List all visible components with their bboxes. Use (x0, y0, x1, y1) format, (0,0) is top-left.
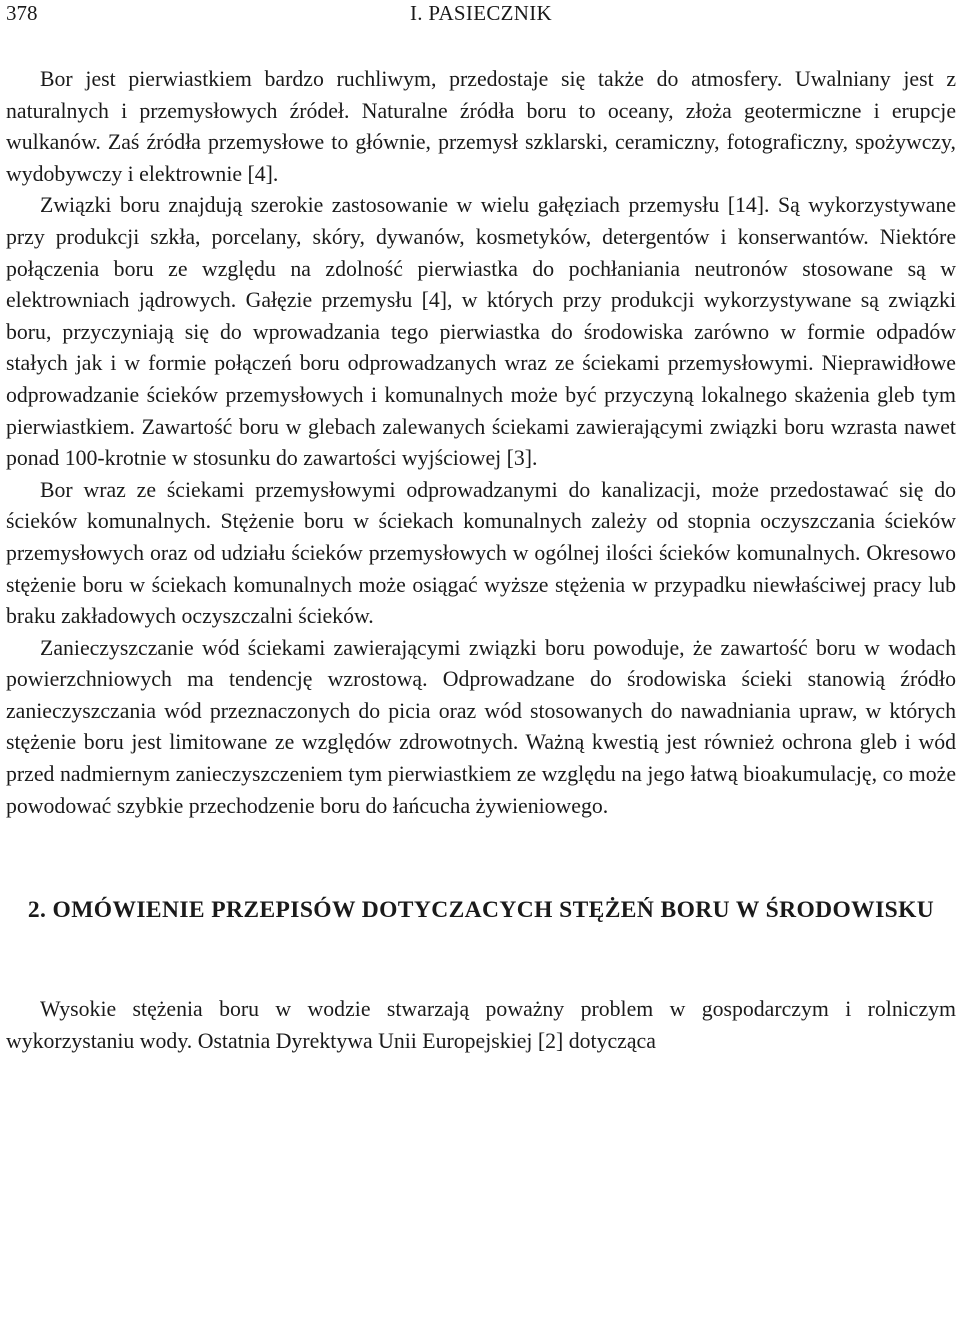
paragraph-boron-sources: Bor jest pierwiastkiem bardzo ruchliwym, przedostaje się także do atmosfery. Uwalniany jest z naturalnych i przemysłowych źródeł. Naturalne źródła boru to oceany, złoża geotermiczne i erupcje wulkanów. Zaś źródła przemysłowe to głównie, przemysł szklarski, ceramiczny, fotograficzny, spożywczy, wydobywczy i elektrownie [4]. (6, 67, 956, 186)
section-heading: 2. OMÓWIENIE PRZEPISÓW DOTYCZACYCH STĘŻEŃ BORU W ŚRODOWISKU (27, 897, 935, 924)
body-text (6, 64, 956, 822)
running-head: I. PASIECZNIK (410, 1, 552, 25)
document-page (6, 0, 956, 1057)
paragraph-boron-compounds-industry: Związki boru znajdują szerokie zastosowanie w wielu gałęziach przemysłu [14]. Są wykorzystywane przy produkcji szkła, porcelany, skóry, dywanów, kosmetyków, detergentów i konserwantów. Niektóre połączenia boru ze względu na zdolność pierwiastka do pochłaniania neutronów stosowane są w elektrowniach jądrowych. Gałęzie przemysłu [4], w których przy produkcji wykorzystywane są związki boru, przyczyniają się do wprowadzania tego pierwiastka do środowiska zarówno w formie odpadów stałych jak i w formie połączeń boru odprowadzanych wraz ze ściekami przemysłowymi. Nieprawidłowe odprowadzanie ścieków przemysłowych i komunalnych może być przyczyną lokalnego skażenia gleb tym pierwiastkiem. Zawartość boru w glebach zalewanych ściekami zawierającymi związki boru wzrasta nawet ponad 100-krotnie w stosunku do zawartości wyjściowej [3]. (6, 193, 956, 471)
paragraph-water-concentration: Wysokie stężenia boru w wodzie stwarzają poważny problem w gospodarczym i rolniczym wykorzystaniu wody. Ostatnia Dyrektywa Unii Europejskiej [2] dotycząca (6, 997, 956, 1053)
paragraph-municipal-wastewater: Bor wraz ze ściekami przemysłowymi odprowadzanymi do kanalizacji, może przedostawać się do ścieków komunalnych. Stężenie boru w ściekach komunalnych zależy od stopnia oczyszczania ścieków przemysłowych oraz od udziału ścieków przemysłowych w ogólnej ilości ścieków komunalnych. Okresowo stężenie boru w ściekach komunalnych może osiągać wyższe stężenia w przypadku niewłaściwej pracy lub braku zakładowych oczyszczalni ścieków. (6, 477, 956, 629)
paragraph-water-pollution: Zanieczyszczanie wód ściekami zawierającymi związki boru powoduje, że zawartość boru w wodach powierzchniowych ma tendencję wzrostową. Odprowadzane do środowiska ścieki stanowią źródło zanieczyszczania wód przeznaczonych do picia oraz wód stosowanych do nawadniania upraw, w których stężenie boru jest limitowane ze względów zdrowotnych. Ważną kwestią jest również ochrona gleb i wód przed nadmiernym zanieczyszczeniem tym pierwiastkiem ze względu na jego łatwą bioakumulację, co może powodować szybkie przechodzenie boru do łańcucha żywieniowego. (6, 635, 956, 818)
page-number: 378 (6, 1, 38, 25)
page-header (6, 0, 956, 26)
